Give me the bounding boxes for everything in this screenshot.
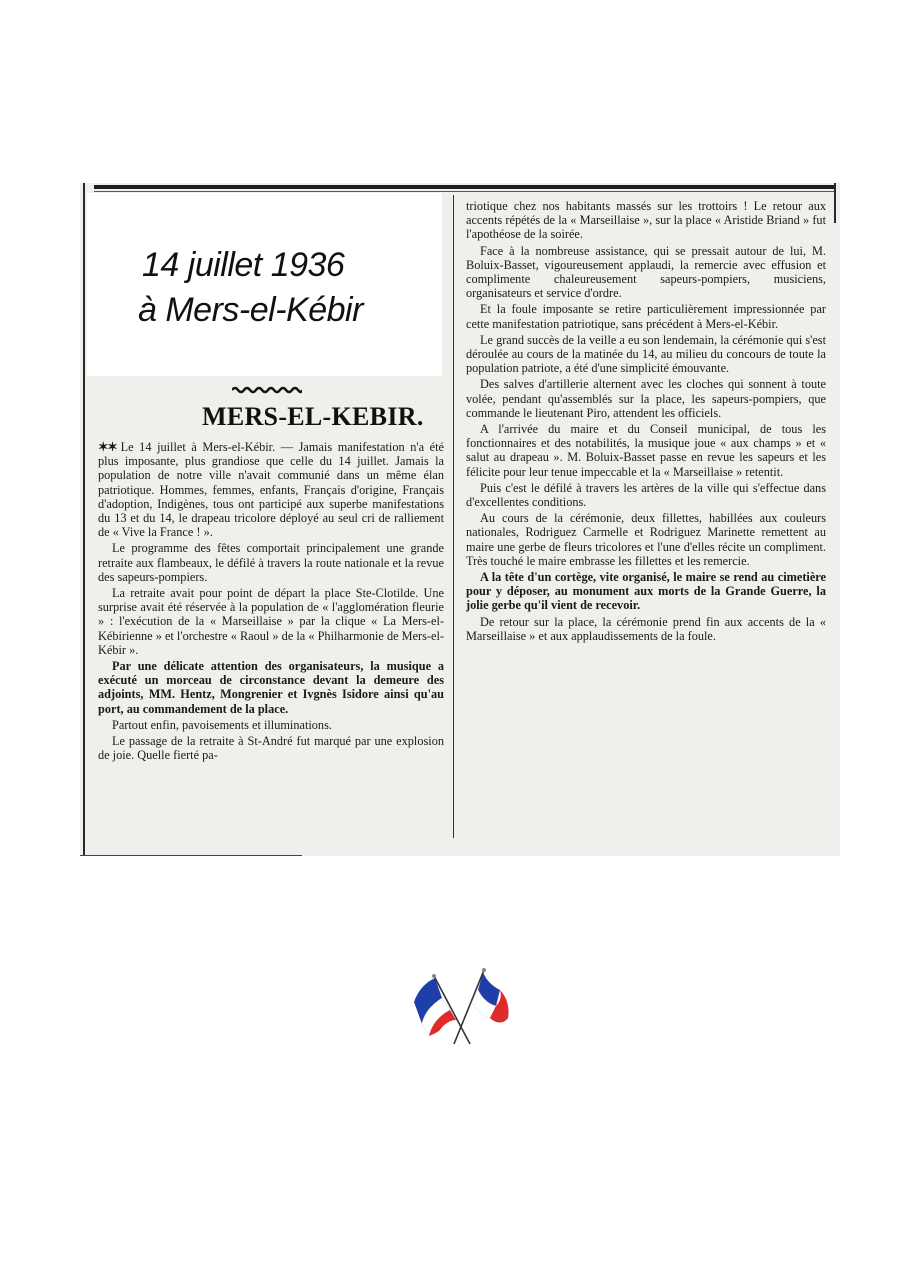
article-paragraph: Le programme des fêtes comportait principalement une grande retraite aux flambeaux, le défilé à travers la route nationale et la revue des sapeurs-pompiers. (98, 541, 444, 584)
article-paragraph: Le grand succès de la veille a eu son lendemain, la cérémonie qui s'est déroulée au cours de la matinée du 14, au milieu du concours de toute la population patriote, a été d'une simplicité émouvante. (466, 332, 826, 376)
crossed-french-flags-icon (412, 966, 512, 1048)
top-rule-thin (94, 191, 834, 192)
article-column-left (98, 440, 444, 764)
newspaper-clipping (80, 183, 840, 856)
ornament-icon (232, 386, 302, 394)
article-paragraph: Puis c'est le défilé à travers les artères de la ville qui s'effectue dans d'excellentes conditions. (466, 480, 826, 510)
article-paragraph: Partout enfin, pavoisements et illuminations. (112, 717, 332, 732)
article-paragraph: Le passage de la retraite à St-André fut marqué par une explosion de joie. Quelle fierté pa- (98, 734, 444, 763)
article-column-right (466, 199, 826, 645)
overlay-title-line2: à Mers-el-Kébir (138, 291, 363, 329)
overlay-title (138, 243, 363, 333)
top-rule (94, 185, 834, 189)
article-paragraph: Face à la nombreuse assistance, qui se pressait autour de lui, M. Boluix-Basset, vigoureusement applaudi, la remercie avec effusion et complimente chaleureusement sapeurs-pompiers, musiciens, organisateurs et service d'ordre. (466, 243, 826, 301)
article-paragraph: triotique chez nos habitants massés sur les trottoirs ! Le retour aux accents répétés de la « Marseillaise », sur la place « Aristide Briand » fut l'apothéose de la soirée. (466, 199, 826, 242)
clipping-left-edge (83, 183, 85, 856)
article-paragraph: A l'arrivée du maire et du Conseil municipal, de tous les fonctionnaires et des notabilités, la musique joue « aux champs » et « salut au drapeau ». M. Boluix-Basset passe en revue les sapeurs et les félicite pour leur tenue impeccable et la « Marseillaise » retentit. (466, 422, 826, 479)
overlay-title-line1: 14 juillet 1936 (142, 246, 345, 284)
article-paragraph (98, 440, 444, 539)
clipping-right-edge (834, 183, 836, 223)
column-divider (453, 195, 454, 838)
article-paragraph: Et la foule imposante se retire particulièrement impressionnée par cette manifestation patriotique, sans précédent à Mers-el-Kébir. (466, 302, 826, 331)
article-paragraph: Au cours de la cérémonie, deux fillettes, habillées aux couleurs nationales, Rodriguez Carmelle et Rodriguez Marinette remettent au maire une gerbe de fleurs tricolores et l'une d'elles récite un compliment. Très touché le maire embrasse les fillettes et les remercie. (466, 511, 826, 568)
paragraph-text: Le 14 juillet à Mers-el-Kébir. — Jamais manifestation n'a été plus imposante, plus grandiose que celle du 14 juillet. Jamais la population de notre ville n'avait communié dans un même élan patriotique. Hommes, femmes, enfants, Français d'origine, Français d'adoption, Indigènes, tous ont participé aux superbe manifestations du 13 et du 14, le drapeau tricolore déployé au seul cri de ralliement de « Vive la France ! ». (98, 440, 444, 540)
article-paragraph: La retraite avait pour point de départ la place Ste-Clotilde. Une surprise avait été réservée à la population de « l'agglomération fleurie » : l'exécution de la « Marseillaise » par la clique « La Mers-el-Kébirienne » et l'orchestre « Raoul » de la « Philharmonie de Mers-el-Kébir ». (98, 586, 444, 657)
article-paragraph: Par une délicate attention des organisateurs, la musique a exécuté un morceau de circonstance devant la demeure des adjoints, MM. Hentz, Mongrenier et Ivgnès Isidore ainsi qu'au port, au commandement de la place. (98, 659, 444, 716)
article-paragraph: Des salves d'artillerie alternent avec les cloches qui sonnent à toute volée, pendant qu'assemblés sur la place, les sapeurs-pompiers, que commande le lieutenant Piro, attendent les officiels. (466, 377, 826, 420)
bottom-rule (80, 855, 302, 856)
lead-mark-icon: ✶✶ (98, 440, 117, 454)
article-paragraph: A la tête d'un cortège, vite organisé, le maire se rend au cimetière pour y déposer, au monument aux morts de la Grande Guerre, la jolie gerbe qu'il vient de recevoir. (466, 570, 826, 613)
article-headline: MERS-EL-KEBIR. (202, 402, 424, 431)
article-paragraph: De retour sur la place, la cérémonie prend fin aux accents de la « Marseillaise » et aux applaudissements de la foule. (466, 614, 826, 643)
